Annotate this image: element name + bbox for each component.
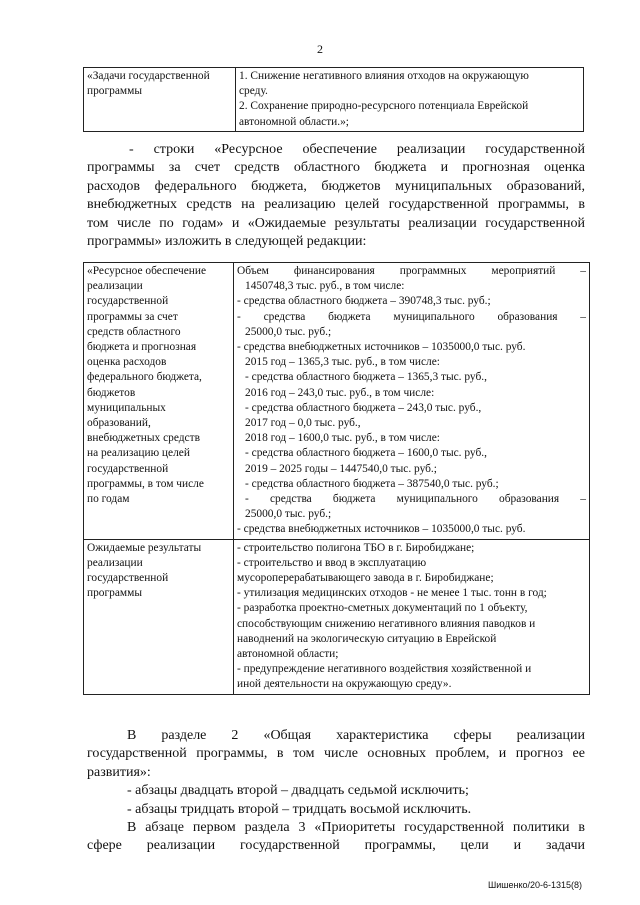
document-code: Шишенко/20-6-1315(8): [488, 880, 583, 890]
cell-line: образований,: [87, 417, 151, 430]
cell-line: 25000,0 тыс. руб.;: [245, 508, 332, 521]
paragraph-line: В разделе 2 «Общая характеристика сферы реализации: [127, 728, 585, 743]
results-label-cell: [84, 539, 234, 694]
cell-line: автономной области;: [237, 648, 339, 661]
cell-line: - строительство и ввод в эксплуатацию: [237, 556, 427, 569]
cell-line: государственной: [87, 295, 169, 308]
cell-line: 2017 год – 0,0 тыс. руб.,: [245, 417, 361, 430]
cell-line: иной деятельности на окружающую среду».: [237, 678, 452, 691]
cell-line: - предупреждение негативного воздействия хозяйственной и: [237, 663, 532, 676]
cell-line: «Ресурсное обеспечение: [87, 265, 207, 277]
cell-line: 1. Снижение негативного влияния отходов на окружающую: [239, 70, 529, 82]
cell-line: внебюджетных средств: [87, 432, 200, 445]
cell-line: оценка расходов: [87, 356, 167, 369]
paragraph-line: - абзацы двадцать второй – двадцать седьмой исключить;: [127, 783, 469, 799]
table-row: [84, 68, 584, 132]
cell-line: реализации: [87, 280, 143, 293]
cell-line: - средства областного бюджета – 1365,3 тыс. руб.,: [245, 371, 487, 384]
cell-line: «Задачи государственной: [87, 70, 210, 82]
page-number: 2: [317, 42, 323, 56]
cell-line: автономной области.»;: [239, 115, 349, 128]
cell-line: программы за счет: [87, 310, 178, 323]
cell-line: способствующим снижению негативного влияния паводков и: [237, 617, 536, 630]
paragraph-line: программы» изложить в следующей редакции:: [87, 234, 367, 250]
cell-line: - средства бюджета муниципального образования –: [237, 310, 586, 323]
cell-line: - разработка проектно-сметных документаций по 1 объекту,: [237, 602, 528, 615]
paragraph-line: том числе по годам» и «Ожидаемые результаты реализации государственной: [87, 215, 585, 231]
tasks-label-cell: [84, 68, 236, 132]
table-row: [84, 263, 590, 540]
cell-line: государственной: [87, 572, 169, 585]
results-value-cell: [234, 539, 590, 694]
tasks-table: [83, 67, 584, 132]
paragraph-line: - строки «Ресурсное обеспечение реализации государственной: [129, 142, 585, 157]
cell-line: средств областного: [87, 325, 181, 338]
cell-line: бюджетов: [87, 386, 136, 399]
cell-line: 2016 год – 243,0 тыс. руб., в том числе:: [245, 386, 435, 399]
cell-line: мусороперерабатывающего завода в г. Биробиджане;: [237, 572, 494, 585]
cell-line: - средства областного бюджета – 387540,0 тыс. руб.;: [245, 477, 499, 490]
cell-line: 2018 год – 1600,0 тыс. руб., в том числе:: [245, 432, 440, 445]
cell-line: Объем финансирования программных мероприятий –: [237, 265, 586, 277]
cell-line: реализации: [87, 556, 143, 569]
cell-line: - средства бюджета муниципального образования –: [245, 493, 586, 506]
cell-line: программы: [87, 587, 142, 600]
cell-line: Ожидаемые результаты: [87, 541, 202, 554]
amendment-paragraph: [87, 141, 585, 251]
cell-line: федерального бюджета,: [87, 371, 202, 384]
paragraph-line: расходов федерального бюджета, бюджетов муниципальных образований,: [87, 178, 585, 194]
paragraph-line: государственной программы, в том числе основных проблем, и прогноз ее: [87, 746, 585, 762]
cell-line: - средства внебюджетных источников – 1035000,0 тыс. руб.: [237, 341, 526, 354]
cell-line: - строительство полигона ТБО в г. Биробиджане;: [237, 541, 475, 554]
tasks-value-cell: [236, 68, 584, 132]
cell-line: по годам: [87, 493, 130, 506]
resources-value-cell: [234, 263, 590, 540]
cell-line: программы, в том числе: [87, 477, 204, 490]
cell-line: на реализацию целей: [87, 447, 190, 460]
cell-line: 25000,0 тыс. руб.;: [245, 325, 332, 338]
cell-line: - средства областного бюджета – 1600,0 тыс. руб.,: [245, 447, 487, 460]
cell-line: муниципальных: [87, 401, 166, 414]
cell-line: - средства областного бюджета – 390748,3 тыс. руб.;: [237, 295, 491, 308]
paragraph-line: - абзацы тридцать второй – тридцать восьмой исключить.: [127, 801, 472, 817]
paragraph-line: развития»:: [87, 764, 151, 780]
section-paragraphs: [87, 727, 585, 856]
cell-line: - средства внебюджетных источников – 1035000,0 тыс. руб.: [237, 523, 526, 536]
cell-line: - средства областного бюджета – 243,0 тыс. руб.,: [245, 401, 482, 414]
table-row: [84, 539, 590, 694]
cell-line: - утилизация медицинских отходов - не менее 1 тыс. тонн в год;: [237, 587, 547, 600]
resources-label-cell: [84, 263, 234, 540]
paragraph-line: В абзаце первом раздела 3 «Приоритеты государственной политики в: [127, 820, 585, 836]
cell-line: наводнений на экологическую ситуацию в Еврейской: [237, 632, 497, 645]
cell-line: среду.: [239, 85, 268, 98]
cell-line: 2019 – 2025 годы – 1447540,0 тыс. руб.;: [245, 462, 437, 475]
cell-line: 2. Сохранение природно-ресурсного потенциала Еврейской: [239, 100, 529, 113]
paragraph-line: программы за счет средств областного бюджета и прогнозная оценка: [87, 160, 585, 176]
cell-line: государственной: [87, 462, 169, 475]
resources-results-table: [83, 262, 590, 695]
cell-line: 1450748,3 тыс. руб., в том числе:: [245, 280, 405, 293]
paragraph-line: сфере реализации государственной программы, цели и задачи: [87, 838, 585, 854]
cell-line: программы: [87, 85, 142, 98]
cell-line: 2015 год – 1365,3 тыс. руб., в том числе:: [245, 356, 440, 369]
cell-line: бюджета и прогнозная: [87, 341, 197, 354]
paragraph-line: внебюджетных средств на реализацию целей государственной программы, в: [87, 197, 585, 213]
